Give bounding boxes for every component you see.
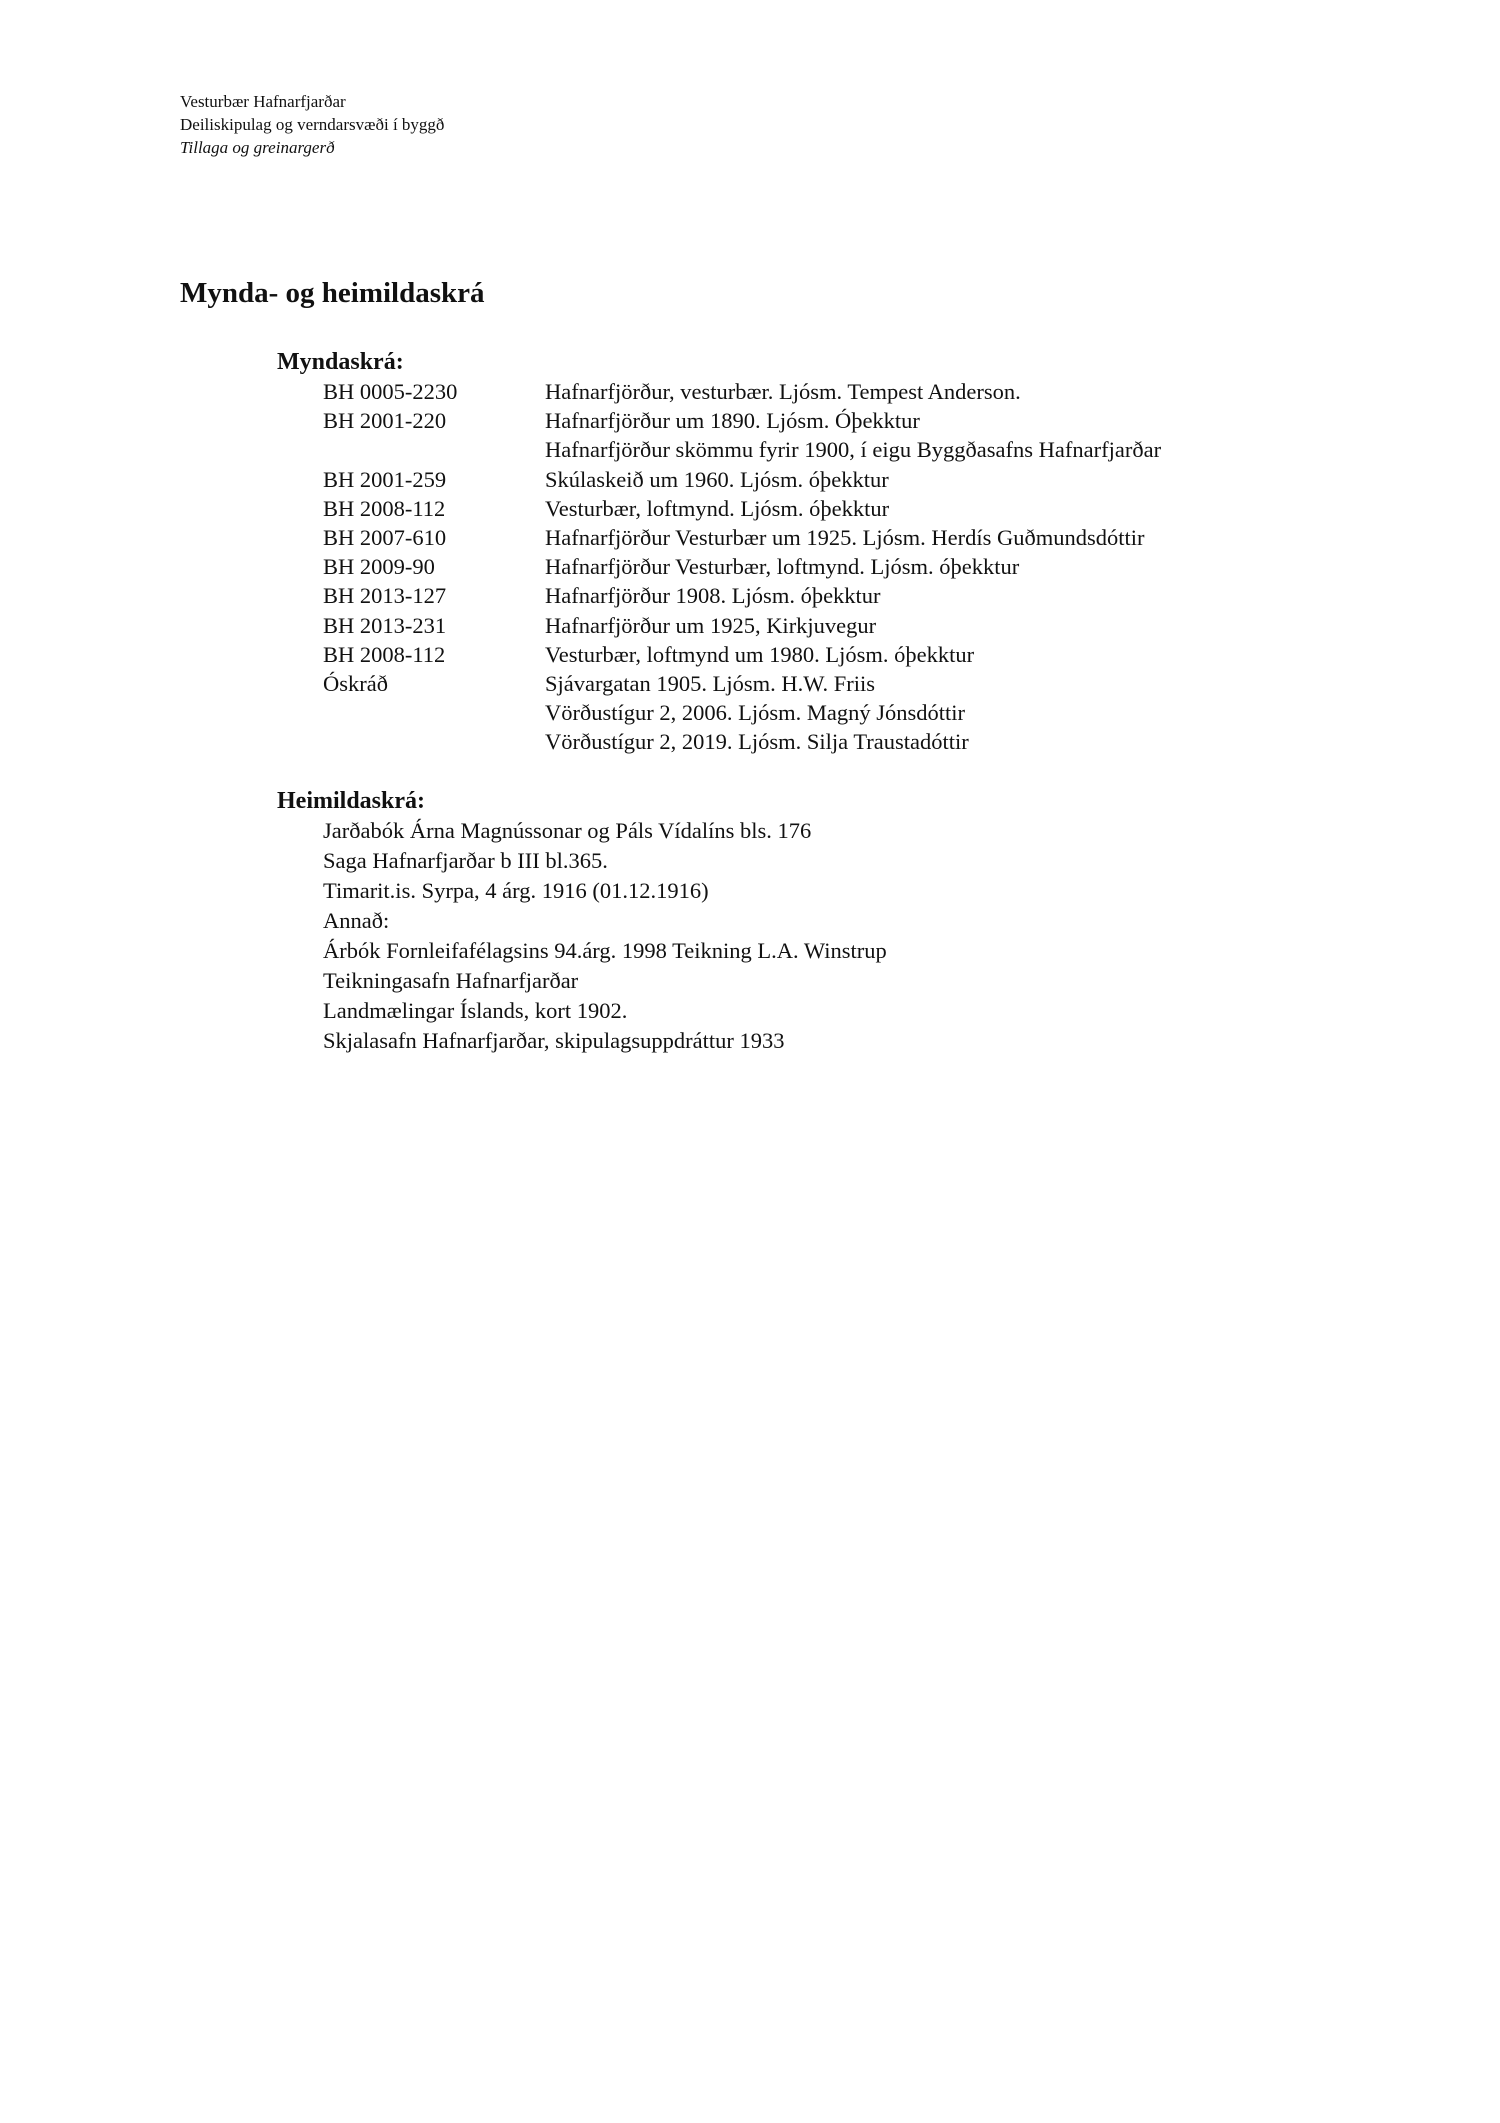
image-register-table bbox=[323, 377, 1377, 757]
image-description: Hafnarfjörður um 1925, Kirkjuvegur bbox=[545, 612, 877, 638]
list-item: Saga Hafnarfjarðar b III bl.365. bbox=[323, 848, 608, 873]
table-row bbox=[323, 640, 1377, 669]
image-id: BH 2013-127 bbox=[323, 583, 447, 609]
list-item: Teikningasafn Hafnarfjarðar bbox=[323, 968, 579, 993]
table-row bbox=[323, 494, 1377, 523]
header-line-1: Vesturbær Hafnarfjarðar bbox=[180, 92, 346, 111]
table-row bbox=[323, 465, 1377, 494]
list-item: Annað: bbox=[323, 908, 390, 933]
table-row bbox=[323, 611, 1377, 640]
list-item: Timarit.is. Syrpa, 4 árg. 1916 (01.12.1916) bbox=[323, 878, 709, 903]
list-item: Landmælingar Íslands, kort 1902. bbox=[323, 998, 628, 1023]
sources-heading: Heimildaskrá: bbox=[277, 788, 425, 814]
image-description: Vörðustígur 2, 2006. Ljósm. Magný Jónsdóttir bbox=[545, 700, 965, 726]
image-id bbox=[323, 698, 545, 727]
image-id: BH 2009-90 bbox=[323, 554, 435, 580]
table-row bbox=[323, 523, 1377, 552]
image-id: BH 2001-220 bbox=[323, 408, 447, 434]
page-title: Mynda- og heimildaskrá bbox=[180, 277, 485, 309]
image-description: Vörðustígur 2, 2019. Ljósm. Silja Traustadóttir bbox=[545, 729, 969, 755]
image-id bbox=[323, 435, 545, 464]
image-description: Sjávargatan 1905. Ljósm. H.W. Friis bbox=[545, 671, 875, 697]
table-row bbox=[323, 669, 1377, 698]
table-row bbox=[323, 377, 1377, 406]
image-description: Vesturbær, loftmynd. Ljósm. óþekktur bbox=[545, 495, 890, 521]
list-item: Árbók Fornleifafélagsins 94.árg. 1998 Teikning L.A. Winstrup bbox=[323, 938, 887, 963]
image-description: Hafnarfjörður Vesturbær um 1925. Ljósm. Herdís Guðmundsdóttir bbox=[545, 525, 1145, 551]
table-row bbox=[323, 435, 1377, 464]
list-item: Jarðabók Árna Magnússonar og Páls Vídalíns bls. 176 bbox=[323, 818, 812, 843]
table-row bbox=[323, 727, 1377, 756]
table-row bbox=[323, 698, 1377, 727]
image-id: BH 2007-610 bbox=[323, 525, 447, 551]
image-id bbox=[323, 727, 545, 756]
table-row bbox=[323, 552, 1377, 581]
image-description: Vesturbær, loftmynd um 1980. Ljósm. óþekktur bbox=[545, 641, 975, 667]
sources-section bbox=[277, 786, 1377, 1056]
image-register-section bbox=[277, 347, 1377, 757]
image-register-heading: Myndaskrá: bbox=[277, 349, 404, 375]
image-id: BH 2008-112 bbox=[323, 495, 446, 521]
image-description: Skúlaskeið um 1960. Ljósm. óþekktur bbox=[545, 466, 889, 492]
image-id: BH 2008-112 bbox=[323, 641, 446, 667]
image-description: Hafnarfjörður um 1890. Ljósm. Óþekktur bbox=[545, 408, 920, 434]
image-description: Hafnarfjörður Vesturbær, loftmynd. Ljósm. óþekktur bbox=[545, 554, 1020, 580]
image-description: Hafnarfjörður, vesturbær. Ljósm. Tempest Anderson. bbox=[545, 379, 1021, 404]
header-line-2: Deiliskipulag og verndarsvæði í byggð bbox=[180, 115, 445, 134]
image-description: Hafnarfjörður 1908. Ljósm. óþekktur bbox=[545, 583, 881, 609]
header-line-3: Tillaga og greinargerð bbox=[180, 138, 335, 157]
image-id: BH 0005-2230 bbox=[323, 379, 458, 404]
running-header bbox=[180, 90, 444, 159]
table-row bbox=[323, 581, 1377, 610]
table-row bbox=[323, 406, 1377, 435]
image-description: Hafnarfjörður skömmu fyrir 1900, í eigu Byggðasafns Hafnarfjarðar bbox=[545, 437, 1162, 463]
image-id: BH 2001-259 bbox=[323, 466, 447, 492]
list-item: Skjalasafn Hafnarfjarðar, skipulagsuppdráttur 1933 bbox=[323, 1028, 785, 1053]
sources-list bbox=[323, 816, 1377, 1056]
image-id: BH 2013-231 bbox=[323, 612, 447, 638]
image-id: Óskráð bbox=[323, 671, 388, 697]
